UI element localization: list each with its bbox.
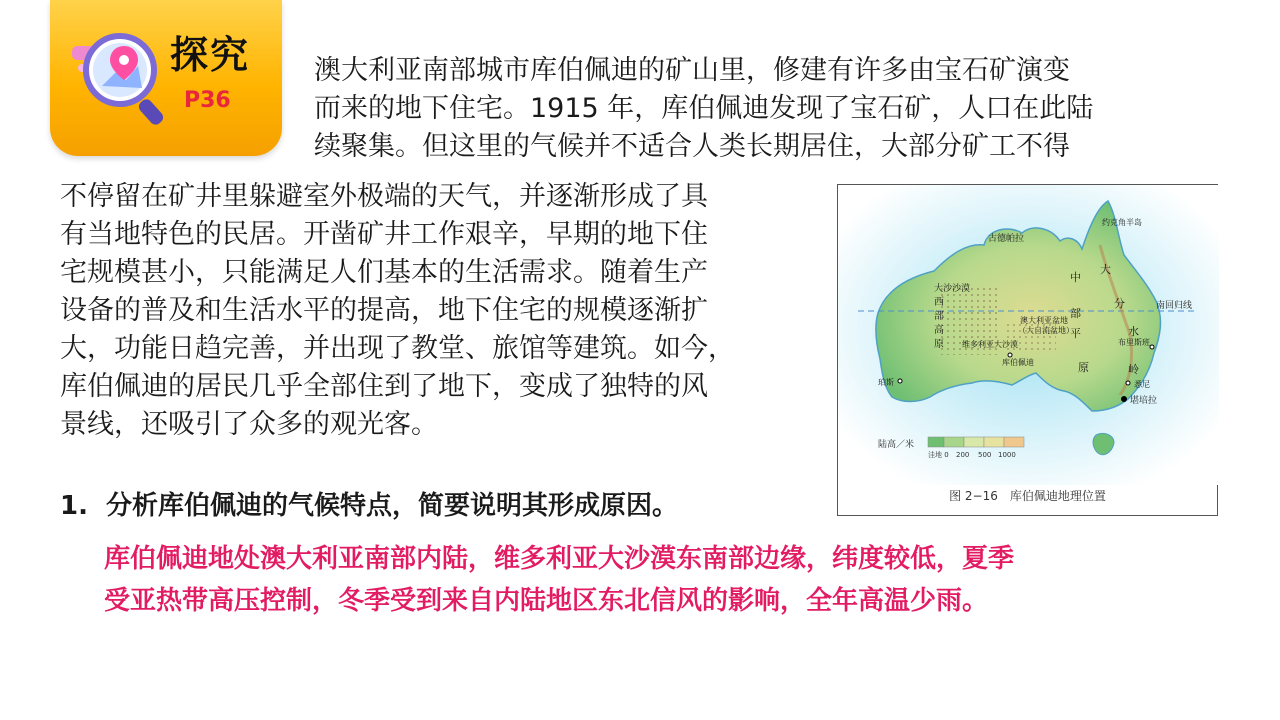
answer-line: 受亚热带高压控制，冬季受到来自内陆地区东北信风的影响，全年高温少雨。 <box>104 586 989 616</box>
city-marker <box>1150 345 1154 349</box>
legend-tick: 洼地 0 <box>928 451 949 459</box>
passage-line: 景线，还吸引了众多的观光客。 <box>60 409 438 440</box>
passage-line: 而来的地下住宅。1915 年，库伯佩迪发现了宝石矿，人口在此陆 <box>314 93 1094 124</box>
map-label-perth: 珀斯 <box>878 378 894 387</box>
map-label-west-plateau: 西 <box>934 297 944 308</box>
passage-line: 宅规模甚小，只能满足人们基本的生活需求。随着生产 <box>60 257 708 288</box>
map-label-coober-pedy: 库伯佩迪 <box>1002 358 1034 367</box>
map-label-range: 分 <box>1114 297 1125 310</box>
answer <box>104 538 1214 622</box>
city-marker <box>1008 353 1012 357</box>
passage-top <box>314 52 1214 166</box>
legend-tick: 1000 <box>998 451 1016 459</box>
map-caption: 图 2−16 库伯佩迪地理位置 <box>949 489 1106 503</box>
passage-line: 库伯佩迪的居民几乎全部住到了地下，变成了独特的风 <box>60 371 708 402</box>
question-number: 1. <box>60 491 88 521</box>
passage-line: 设备的普及和生活水平的提高，地下住宅的规模逐渐扩 <box>60 295 708 326</box>
map-label-central-plain: 中 <box>1070 271 1081 284</box>
map-label-brisbane: 布里斯班 <box>1118 338 1150 347</box>
legend-swatch <box>944 437 964 447</box>
capital-marker <box>1121 396 1127 402</box>
map-label-west-plateau: 部 <box>934 311 944 322</box>
badge-page-number: P36 <box>184 88 231 113</box>
map-label-central-plain: 平 <box>1070 327 1081 340</box>
legend-swatch <box>984 437 1004 447</box>
australia-map-figure <box>837 184 1218 516</box>
legend-title: 陆高／米 <box>878 440 915 450</box>
map-label-canberra: 堪培拉 <box>1130 396 1158 406</box>
legend-swatch <box>1004 437 1024 447</box>
map-label-great-desert: 大沙沙漠 <box>934 284 971 294</box>
passage-line: 续聚集。但这里的气候并不适合人类长期居住，大部分矿工不得 <box>314 131 1070 162</box>
map-label-gulf: 古德帕拉 <box>988 234 1025 244</box>
legend-tick: 500 <box>978 451 992 459</box>
map-label-west-plateau: 原 <box>934 339 944 350</box>
magnifier-location-icon <box>64 16 168 126</box>
legend-swatch <box>964 437 984 447</box>
map-label-west-plateau: 高 <box>934 325 944 336</box>
map-label-sydney: 悉尼 <box>1134 380 1150 389</box>
map-label-basin: （大自流盆地） <box>1018 326 1074 335</box>
map-label-victoria-desert: 维多利亚大沙漠 <box>962 340 1018 349</box>
city-marker <box>898 379 902 383</box>
map-label-range: 水 <box>1128 325 1139 338</box>
section-badge <box>50 0 282 156</box>
tropic-label: 南回归线 <box>1156 301 1193 311</box>
legend-tick: 200 <box>956 451 970 459</box>
question <box>60 488 678 524</box>
australia-map <box>838 185 1219 485</box>
map-label-range: 大 <box>1100 263 1111 276</box>
passage-left <box>60 178 835 444</box>
map-label-central-plain: 原 <box>1078 361 1089 374</box>
map-label-range: 岭 <box>1128 363 1139 376</box>
map-label-central-plain: 部 <box>1070 307 1081 320</box>
passage-line: 澳大利亚南部城市库伯佩迪的矿山里，修建有许多由宝石矿演变 <box>314 55 1070 86</box>
badge-title: 探究 <box>170 33 251 77</box>
city-marker <box>1126 381 1130 385</box>
map-label-york: 约克角半岛 <box>1102 218 1142 227</box>
answer-line: 库伯佩迪地处澳大利亚南部内陆，维多利亚大沙漠东南部边缘，纬度较低，夏季 <box>104 544 1015 574</box>
passage-line: 大，功能日趋完善，并出现了教堂、旅馆等建筑。如今， <box>60 333 735 364</box>
passage-line: 有当地特色的民居。开凿矿井工作艰辛，早期的地下住 <box>60 219 708 250</box>
passage-line: 不停留在矿井里躲避室外极端的天气，并逐渐形成了具 <box>60 181 708 212</box>
map-label-basin: 澳大利亚盆地 <box>1020 316 1068 325</box>
question-text: 分析库伯佩迪的气候特点，简要说明其形成原因。 <box>106 491 679 521</box>
legend-swatch <box>928 437 944 447</box>
